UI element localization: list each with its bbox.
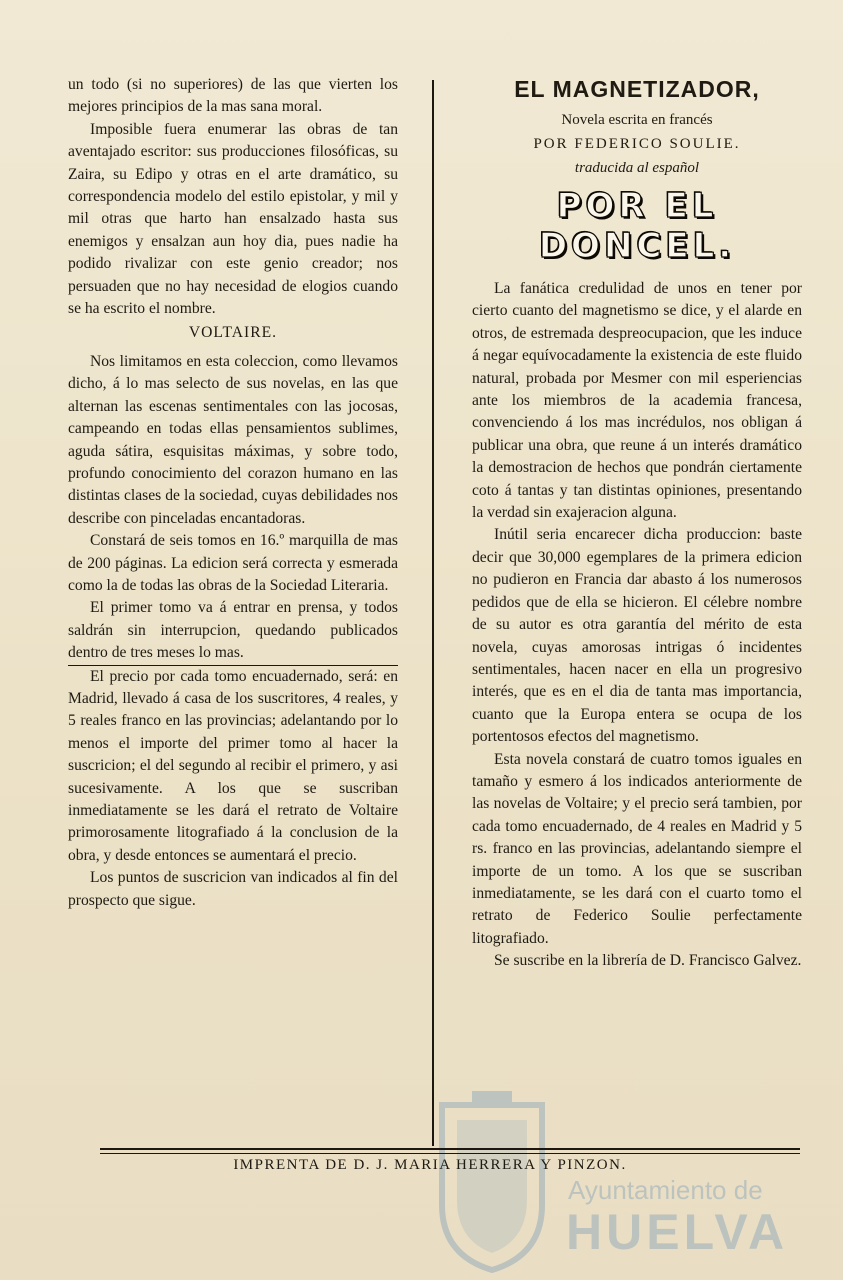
left-paragraph: un todo (si no superiores) de las que vierten los mejores principios de la mas sana moral. (68, 76, 398, 116)
novel-author: POR FEDERICO SOULIE. (533, 136, 741, 152)
right-paragraph: La fanática credulidad de unos en tener por cierto cuanto del magnetismo se dice, y el alarde en otros, de estremada despreocupacion, que les induce á negar equívocadamente la existencia de este fluido natural, probada por Mesmer con mil esperiencias ante los miembros de la academia francesa, convenciendo á los mas incrédulos, nos obligan á publicar una obra, que reune á un interés dramático la demostracion de hechos que pondrán ciertamente coto á tantas y tan distintas opiniones, presentando la verdad sin exajeracion alguna. (472, 280, 802, 522)
left-paragraph: El primer tomo va á entrar en prensa, y todos saldrán sin interrupcion, quedando publicados dentro de tres meses lo mas. (68, 599, 398, 662)
printer-imprint: IMPRENTA DE D. J. MARIA HERRERA Y PINZON. (233, 1157, 627, 1173)
watermark-line-1: Ayuntamiento de (568, 1175, 763, 1205)
left-paragraph: Constará de seis tomos en 16.º marquilla de mas de 200 páginas. La edicion será correcta y esmerada como la de todas las obras de la Sociedad Literaria. (68, 532, 398, 594)
right-column (472, 74, 802, 973)
watermark-line-2: HUELVA (566, 1204, 789, 1260)
left-paragraph: Imposible fuera enumerar las obras de tan aventajado escritor: sus producciones filosóficas, su Zaira, su Edipo y otras en el arte dramático, su correspondencia modelo del estilo epistolar, y mil y mil otras que harto han ensalzado hasta sus enemigos y ensalzan aun hoy dia, pues nadie ha podido rivalizar con este genio creador; nos persuaden que no hay necesidad de elogios cuando se ha escrito el nombre. (68, 120, 398, 318)
left-paragraph: El precio por cada tomo encuadernado, será: en Madrid, llevado á casa de los suscritores, 4 reales, y 5 reales franco en las provincias; adelantando por lo menos el importe del primer tomo al hacer la suscricion; el del segundo al recibir el primero, y asi sucesivamente. A los que se suscriban inmediatamente se les dará el retrato de Voltaire primorosamente litografiado á la conclusion de la obra, y desde entonces se aumentará el precio. (68, 667, 398, 864)
translation-note: traducida al español (574, 160, 700, 176)
right-paragraph: Esta novela constará de cuatro tomos iguales en tamaño y esmero á los indicados anteriormente de las novelas de Voltaire; y el precio será tambien, por cada tomo encuadernado, de 4 reales en Madrid y 5 rs. franco en las provincias, adelantando siempre el importe de un tomo. A los que se suscriban inmediatamente, se les dará con el cuarto tomo el retrato de Federico Soulie perfectamente litografiado. (472, 750, 802, 947)
left-paragraph: Los puntos de suscricion van indicados al fin del prospecto que sigue. (68, 869, 398, 909)
novel-subtitle: Novela escrita en francés (561, 112, 713, 128)
column-divider (432, 80, 434, 1146)
left-column (68, 74, 398, 912)
translator-banner: POR EL DONCEL. (538, 186, 736, 266)
coat-of-arms-icon (432, 1085, 552, 1273)
left-paragraph: Nos limitamos en esta coleccion, como llevamos dicho, á lo mas selecto de sus novelas, en las que alternan las escenas sentimentales con las jocosas, campeando en todas ellas pensamientos sublimes, aguda sátira, esquisitas máximas, y sobre todo, profundo conocimiento del corazon humano en las distintas clases de la sociedad, cuyas debilidades nos describe con pinceladas encantadoras. (68, 352, 398, 527)
watermark (432, 1085, 812, 1275)
footer-rule (100, 1153, 800, 1154)
right-paragraph: Inútil seria encarecer dicha produccion: baste decir que 30,000 egemplares de la primera edicion no pudieron en Francia dar abasto á los numerosos pedidos que de ella se hicieron. El célebre nombre de su autor es otra garantía del mérito de esta novela, cuyas amorosas intrigas ó incidentes sentimentales, hacen nacer en ella un progresivo interés, que es en el dia de tanta mas importancia, cuanto que la Europa entera se ocupa de los portentosos efectos del magnetismo. (472, 526, 802, 746)
novel-title: EL MAGNETIZADOR, (514, 76, 760, 102)
voltaire-heading: VOLTAIRE. (188, 324, 278, 342)
right-paragraph: Se suscribe en la librería de D. Francisco Galvez. (494, 952, 802, 970)
footer-rule (100, 1148, 800, 1150)
